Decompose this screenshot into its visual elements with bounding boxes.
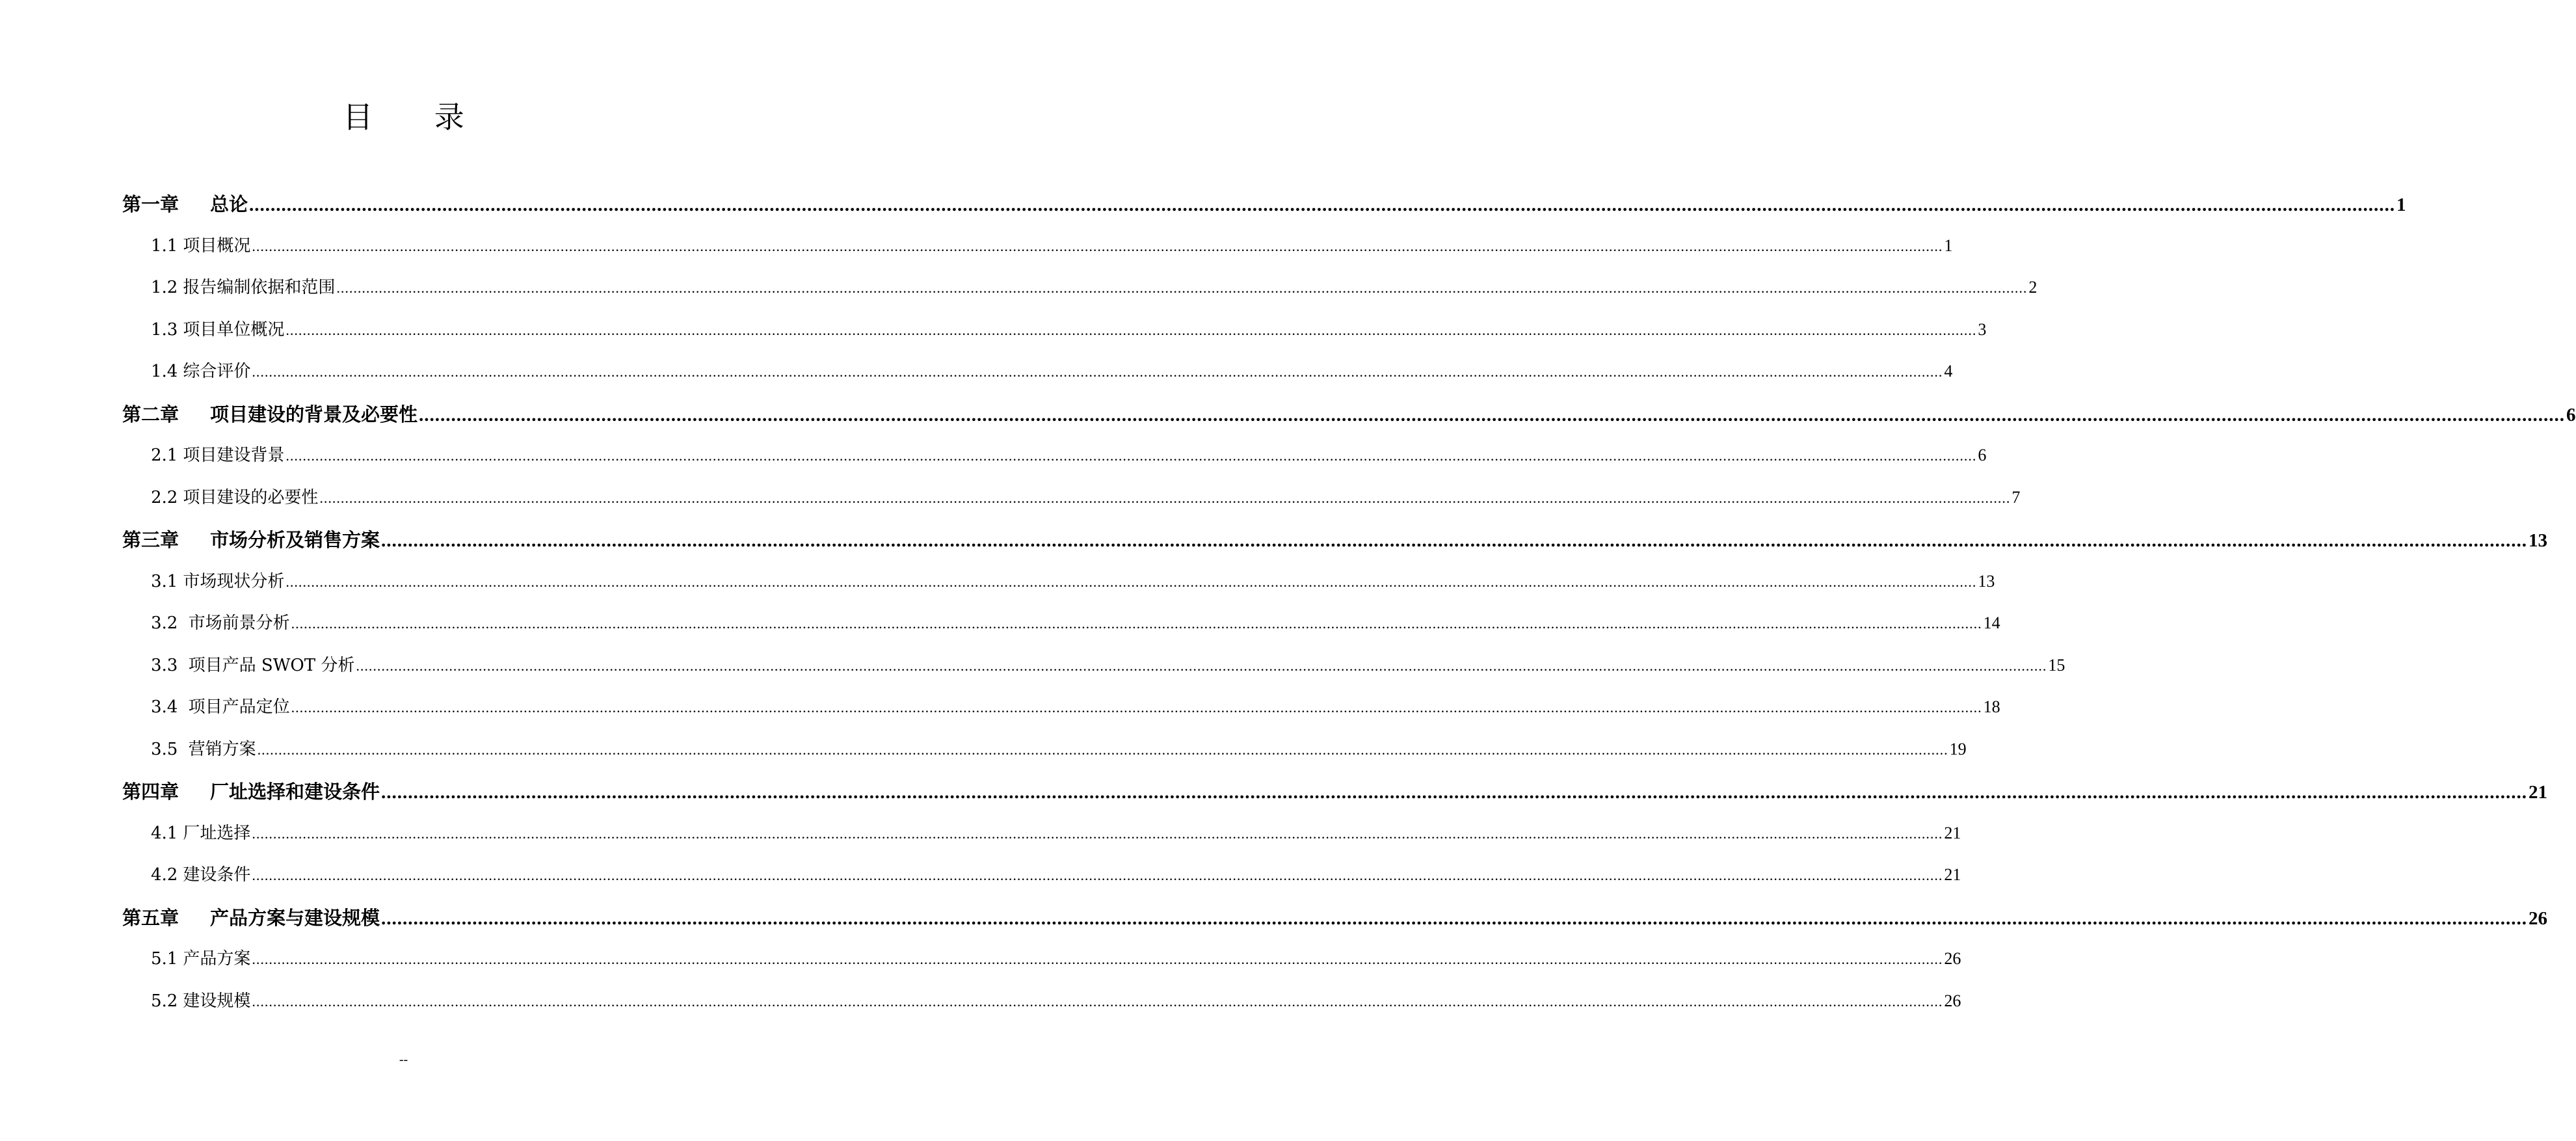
toc-section-entry[interactable] [151, 358, 1953, 384]
toc-entry-number: 3.4 [151, 697, 183, 717]
toc-section-entry[interactable] [151, 610, 2000, 636]
toc-page-number: 7 [2012, 488, 2021, 507]
toc-section-entry[interactable] [151, 945, 1961, 971]
toc-section-entry[interactable] [151, 652, 2065, 678]
toc-page-number: 6 [1978, 446, 1987, 464]
toc-dot-leader: ................................................................................................................................................................................................................................................................................................................................................................................................................ [252, 867, 1943, 883]
toc-dot-leader: ................................................................................................................................................................................................................................................................................................................................................................................................................ [252, 238, 1943, 254]
toc-dot-leader: ................................................................................................................................................................................................................................................................................................................................................................................................................ [285, 448, 1977, 464]
toc-section-entry[interactable] [151, 820, 1961, 846]
toc-entry-title: 项目建设的背景及必要性 [210, 403, 418, 425]
toc-entry-title: 市场现状分析 [183, 572, 285, 591]
toc-chapter-entry[interactable] [122, 400, 2576, 426]
toc-section-entry[interactable] [151, 693, 2000, 719]
toc-dot-leader: ................................................................................................................................................................................................................................................................................................................................................................................................................ [291, 615, 1982, 632]
toc-page-number: 6 [2566, 405, 2576, 425]
toc-entry-title: 项目建设背景 [183, 446, 285, 465]
toc-entry-title: 建设规模 [183, 991, 251, 1011]
toc-entry-number: 1.3 [151, 320, 178, 340]
toc-page-number: 21 [1944, 865, 1961, 884]
toc-entry-number: 4.1 [151, 824, 178, 843]
toc-page-number: 13 [1978, 572, 1995, 591]
toc-entry-title: 营销方案 [188, 740, 256, 759]
toc-page-number: 3 [1978, 320, 1987, 339]
toc-page-number: 19 [1949, 740, 1967, 758]
toc-page-number: 21 [1944, 824, 1961, 842]
toc-page-number: 26 [2529, 908, 2548, 929]
toc-dot-leader: ................................................................................................................................................................................................................................................................................................................................................................................................................ [356, 658, 2047, 674]
toc-dot-leader: ................................................................................................................................................................................................................................................................................................................................................................................................................ [252, 993, 1943, 1010]
toc-page-number: 2 [2028, 278, 2038, 297]
toc-dot-leader: ................................................................................................................................................................................................................................................................................................................................................................................................................ [419, 405, 2566, 425]
toc-entry-number: 5.2 [151, 991, 178, 1011]
toc-dot-leader: ................................................................................................................................................................................................................................................................................................................................................................................................................ [252, 951, 1943, 967]
toc-entry-number: 第二章 [122, 403, 179, 425]
toc-entry-number: 3.2 [151, 613, 183, 633]
toc-entry-title: 项目产品定位 [188, 697, 290, 717]
toc-entry-title: 产品方案与建设规模 [210, 907, 380, 929]
toc-entry-number: 第四章 [122, 781, 179, 803]
toc-dot-leader: ................................................................................................................................................................................................................................................................................................................................................................................................................ [249, 195, 2396, 215]
toc-dot-leader: ................................................................................................................................................................................................................................................................................................................................................................................................................ [336, 280, 2028, 296]
toc-entry-number: 3.3 [151, 656, 183, 675]
toc-entry-number: 3.5 [151, 740, 183, 759]
toc-dot-leader: ................................................................................................................................................................................................................................................................................................................................................................................................................ [252, 364, 1943, 380]
toc-chapter-entry[interactable] [122, 526, 2548, 552]
toc-dot-leader: ................................................................................................................................................................................................................................................................................................................................................................................................................ [381, 908, 2528, 929]
toc-page-number: 13 [2529, 530, 2548, 551]
toc-page-number: 26 [1944, 949, 1961, 968]
toc-entry-number: 1.4 [151, 362, 178, 381]
toc-entry-title: 市场前景分析 [188, 613, 290, 633]
toc-chapter-entry[interactable] [122, 777, 2548, 803]
toc-entry-title: 项目概况 [183, 236, 251, 256]
toc-entry-title: 厂址选择 [183, 824, 251, 843]
toc-dot-leader: ................................................................................................................................................................................................................................................................................................................................................................................................................ [257, 742, 1948, 758]
page-footer: -- [399, 1053, 408, 1067]
toc-section-entry[interactable] [151, 736, 1967, 762]
toc-section-entry[interactable] [151, 861, 1961, 887]
toc-entry-title: 建设条件 [183, 865, 251, 885]
toc-chapter-entry[interactable] [122, 904, 2548, 930]
toc-page-number: 18 [1983, 697, 2000, 716]
toc-entry-number: 2.1 [151, 446, 178, 465]
toc-entry-number: 第一章 [122, 193, 179, 215]
toc-dot-leader: ................................................................................................................................................................................................................................................................................................................................................................................................................ [381, 782, 2528, 803]
toc-entry-number: 1.2 [151, 278, 178, 297]
toc-entry-number: 3.1 [151, 572, 178, 591]
toc-dot-leader: ................................................................................................................................................................................................................................................................................................................................................................................................................ [291, 699, 1982, 716]
toc-entry-number: 1.1 [151, 236, 178, 256]
toc-entry-title: 项目产品 SWOT 分析 [188, 656, 355, 675]
toc-page-number: 26 [1944, 991, 1961, 1010]
toc-dot-leader: ................................................................................................................................................................................................................................................................................................................................................................................................................ [319, 490, 2011, 506]
toc-entry-title: 项目建设的必要性 [183, 488, 319, 507]
toc-page-number: 15 [2048, 656, 2065, 675]
toc-section-entry[interactable] [151, 987, 1961, 1013]
page-title: 目 录 [343, 100, 490, 135]
toc-dot-leader: ................................................................................................................................................................................................................................................................................................................................................................................................................ [252, 826, 1943, 842]
toc-section-entry[interactable] [151, 568, 1995, 594]
toc-chapter-entry[interactable] [122, 190, 2406, 216]
toc-section-entry[interactable] [151, 442, 1987, 468]
toc-section-entry[interactable] [151, 316, 1987, 342]
toc-entry-number: 2.2 [151, 488, 178, 507]
toc-dot-leader: ................................................................................................................................................................................................................................................................................................................................................................................................................ [285, 322, 1977, 338]
toc-entry-number: 第三章 [122, 529, 179, 551]
toc-entry-title: 产品方案 [183, 949, 251, 969]
toc-entry-title: 市场分析及销售方案 [210, 529, 380, 551]
toc-entry-number: 第五章 [122, 907, 179, 929]
toc-entry-number: 5.1 [151, 949, 178, 969]
toc-dot-leader: ................................................................................................................................................................................................................................................................................................................................................................................................................ [285, 574, 1977, 590]
toc-page-number: 1 [2397, 195, 2406, 215]
toc-entry-title: 项目单位概况 [183, 320, 285, 340]
toc-entry-title: 综合评价 [183, 362, 251, 381]
toc-entry-title: 厂址选择和建设条件 [210, 781, 380, 803]
toc-page-number: 4 [1944, 362, 1953, 381]
toc-entry-title: 总论 [210, 193, 248, 215]
toc-page-number: 21 [2529, 782, 2548, 803]
toc-section-entry[interactable] [151, 484, 2021, 510]
toc-page-number: 1 [1944, 236, 1953, 255]
toc-page-number: 14 [1983, 613, 2000, 632]
toc-section-entry[interactable] [151, 274, 2038, 300]
toc-section-entry[interactable] [151, 232, 1953, 258]
toc-entry-number: 4.2 [151, 865, 178, 885]
toc-dot-leader: ................................................................................................................................................................................................................................................................................................................................................................................................................ [381, 530, 2528, 551]
toc-entry-title: 报告编制依据和范围 [183, 278, 336, 297]
